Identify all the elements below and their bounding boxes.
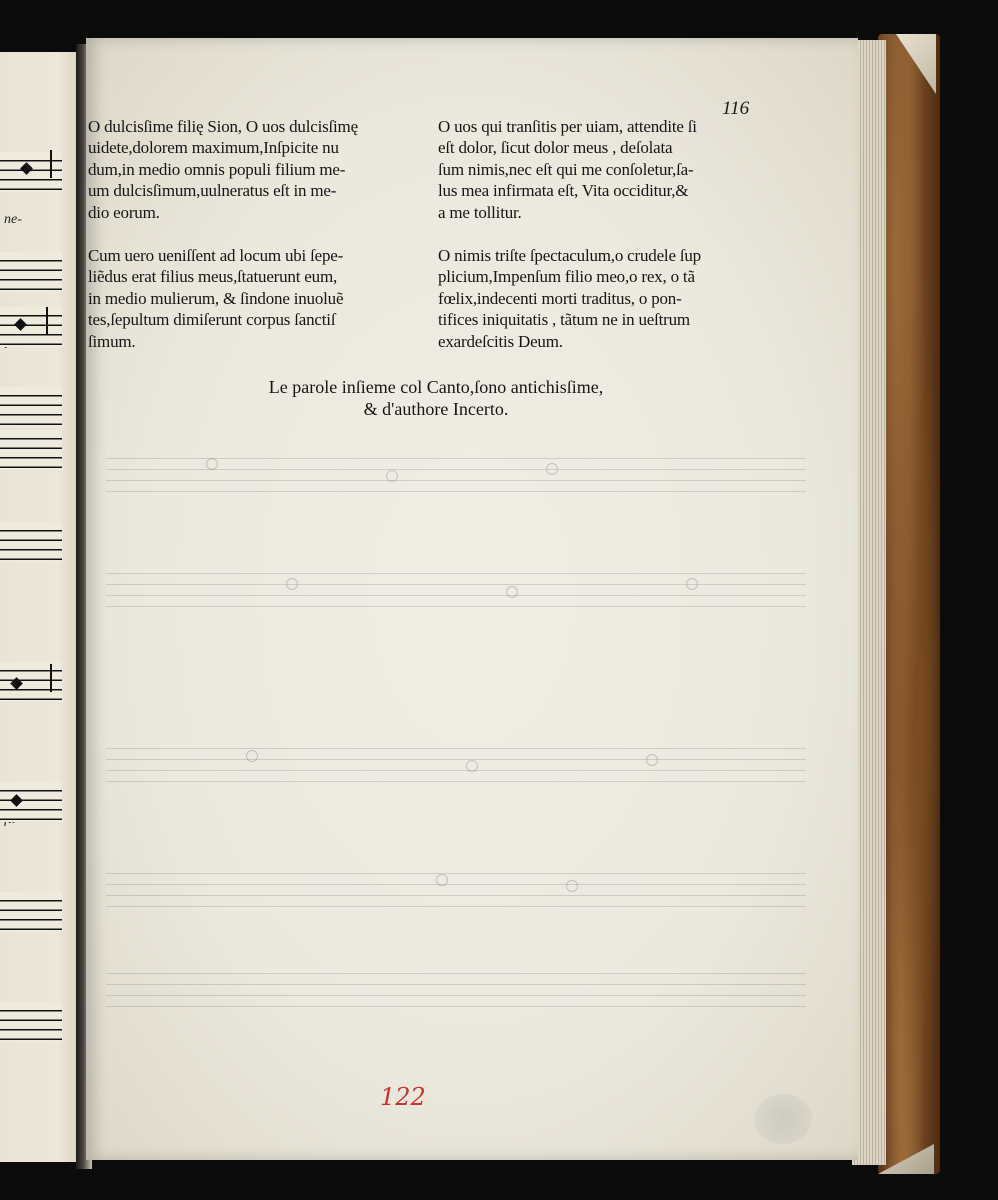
- text-line: ſimum.: [88, 331, 136, 351]
- text-line: Cum uero ueniſſent ad locum ubi ſepe-: [88, 246, 344, 265]
- text-line: plicium,Impenſum filio meo,o rex, o tã: [438, 267, 695, 287]
- attribution-line: Le parole inſieme col Canto,ſono antichisſime,: [268, 377, 604, 397]
- previous-page-edge: [0, 52, 82, 1162]
- music-staff: [0, 892, 62, 932]
- music-staff: [0, 152, 62, 192]
- text-line: um dulcisſimum,uulneratus eſt in me-: [88, 181, 337, 201]
- bleed-through-note: [546, 463, 558, 475]
- cover-corner: [896, 34, 936, 94]
- text-line: liẽdus erat filius meus,ſtatuerunt eum,: [88, 267, 338, 287]
- text-line: ſum nimis,nec eſt qui me conſoletur,ſa-: [438, 159, 694, 179]
- left-page-fragment: ne-: [4, 212, 22, 227]
- text-line: a me tollitur.: [438, 202, 522, 222]
- bleed-through-staff: [106, 963, 806, 1007]
- bleed-through-note: [686, 578, 698, 590]
- text-line: O dulcisſime filię Sion, O uos dulcisſimę: [88, 117, 358, 136]
- left-column-paragraph-1: [88, 116, 428, 223]
- library-stamp: [754, 1094, 812, 1144]
- right-column-paragraph-1: [438, 116, 783, 223]
- text-line: uidete,dolorem maximum,Inſpicite nu: [88, 138, 339, 158]
- text-line: dio eorum.: [88, 202, 160, 222]
- book-page: [86, 38, 858, 1160]
- music-staff: [0, 430, 62, 470]
- bleed-through-note: [286, 578, 298, 590]
- attribution-note: [186, 376, 686, 420]
- text-line: O nimis triſte ſpectaculum,o crudele ſup: [438, 246, 701, 265]
- attribution-line: & d'authore Incerto.: [363, 399, 509, 419]
- bleed-through-staff: [106, 563, 806, 607]
- bleed-through-note: [566, 880, 578, 892]
- text-line: O uos qui tranſitis per uiam, attendite ſi: [438, 117, 697, 136]
- bleed-through-staff: [106, 863, 806, 907]
- cover-corner: [878, 1144, 934, 1174]
- book-cover: [878, 34, 940, 1174]
- text-line: eſt dolor, ſicut dolor meus , deſolata: [438, 138, 673, 158]
- bleed-through-staff: [106, 448, 806, 492]
- bleed-through-staff: [106, 738, 806, 782]
- left-column-paragraph-2: [88, 245, 428, 352]
- bleed-through-note: [466, 760, 478, 772]
- music-stem: [50, 664, 52, 692]
- bleed-through-note: [246, 750, 258, 762]
- music-staff: [0, 307, 62, 347]
- text-line: lus mea infirmata eſt, Vita occiditur,&: [438, 181, 689, 201]
- music-staff: [0, 662, 62, 702]
- bleed-through-note: [646, 754, 658, 766]
- bleed-through-note: [436, 874, 448, 886]
- text-line: fœlix,indecenti morti traditus, o pon-: [438, 288, 682, 308]
- music-stem: [46, 307, 48, 335]
- music-stem: [50, 150, 52, 178]
- text-line: dum,in medio omnis populi filium me-: [88, 159, 346, 179]
- right-column-paragraph-2: [438, 245, 783, 352]
- bleed-through-note: [206, 458, 218, 470]
- music-staff: [0, 387, 62, 427]
- music-staff: [0, 1002, 62, 1042]
- text-line: tes,ſepultum dimiſerunt corpus ſanctiſ: [88, 310, 336, 330]
- bleed-through-note: [506, 586, 518, 598]
- text-line: tifices iniquitatis , tãtum ne in ueſtrum: [438, 310, 690, 330]
- music-staff: [0, 782, 62, 822]
- handwritten-folio-number: 122: [380, 1083, 426, 1111]
- music-staff: [0, 522, 62, 562]
- bleed-through-note: [386, 470, 398, 482]
- text-line: in medio mulierum, & ſindone inuoluẽ: [88, 288, 344, 308]
- page-number: 116: [722, 98, 750, 119]
- text-line: exardeſcitis Deum.: [438, 331, 563, 351]
- music-staff: [0, 252, 62, 292]
